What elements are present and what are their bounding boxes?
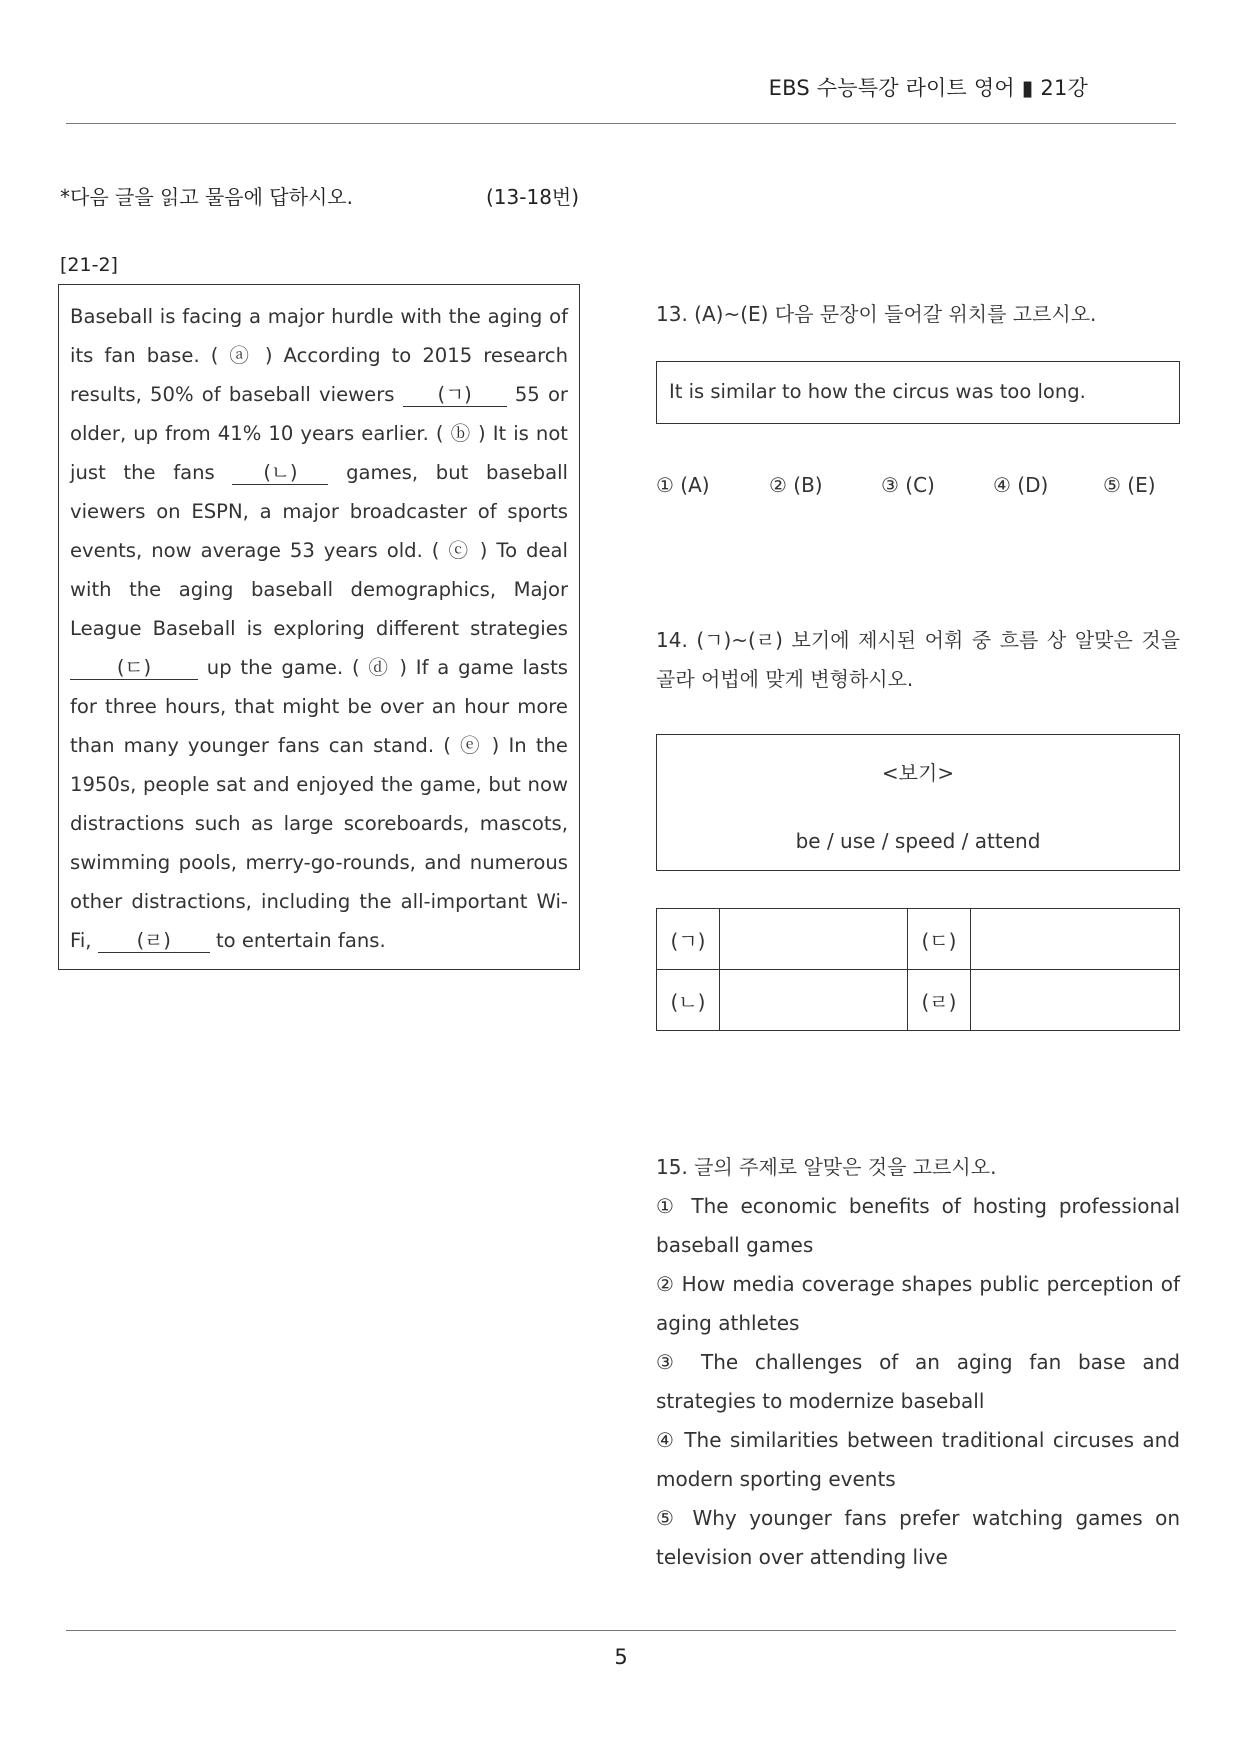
blank-digeut: (ㄷ) — [70, 657, 198, 680]
q13-choice-c[interactable]: ③ (C) — [881, 473, 935, 497]
answer-cell-nieun[interactable] — [719, 970, 907, 1031]
blank-nieun: (ㄴ) — [232, 462, 328, 485]
answer-label: (ㄱ) — [657, 909, 720, 970]
q14-title: 14. (ㄱ)~(ㄹ) 보기에 제시된 어휘 중 흐름 상 알맞은 것을 골라 어법에 맞게 변형하시오. — [656, 628, 1180, 691]
answer-label: (ㄹ) — [908, 970, 971, 1031]
instruction-text: *다음 글을 읽고 물음에 답하시오. — [60, 185, 353, 209]
q13-sentence: It is similar to how the circus was too long. — [669, 380, 1086, 403]
header-title: EBS 수능특강 라이트 영어 ▮ 21강 — [768, 76, 1088, 100]
q15-option-3[interactable]: ③ The challenges of an aging fan base and strategies to modernize baseball — [656, 1350, 1180, 1413]
bogi-box — [656, 734, 1180, 871]
passage-text: up the game. ( ⓓ ) If a game lasts for three hours, that might be over an hour more than many younger fans can stand. ( ⓔ ) In the 1950s, people sat and enjoyed the game, but now distractions such as large scoreboards, mascots, swimming pools, merry-go-rounds, and numerous other distractions, including the all-important Wi-Fi, — [70, 656, 568, 952]
answer-cell-giyeok[interactable] — [719, 909, 907, 970]
q15-option-5[interactable]: ⑤ Why younger fans prefer watching games on television over attending live — [656, 1506, 1180, 1569]
answer-label: (ㄷ) — [908, 909, 971, 970]
blank-giyeok: (ㄱ) — [403, 384, 507, 407]
passage-box — [58, 284, 580, 970]
passage-text: Baseball is facing a major hurdle with the aging of its fan base. ( ⓐ ) According to 2015 research results, 50% of baseball viewers — [70, 305, 568, 406]
q15-option-2[interactable]: ② How media coverage shapes public perception of aging athletes — [656, 1272, 1180, 1335]
q13-choice-b[interactable]: ② (B) — [769, 473, 823, 497]
answer-table — [656, 908, 1180, 1031]
q15-title: 15. 글의 주제로 알맞은 것을 고르시오. — [656, 1155, 997, 1179]
answer-cell-digeut[interactable] — [970, 909, 1179, 970]
q13-choice-d[interactable]: ④ (D) — [993, 473, 1049, 497]
header-divider — [66, 123, 1176, 124]
answer-label: (ㄴ) — [657, 970, 720, 1031]
passage-text: to entertain fans. — [209, 929, 386, 952]
table-row — [657, 909, 1180, 970]
footer-divider — [66, 1630, 1176, 1631]
q13-choice-e[interactable]: ⑤ (E) — [1103, 473, 1156, 497]
answer-cell-rieul[interactable] — [970, 970, 1179, 1031]
q13-choice-a[interactable]: ① (A) — [656, 473, 710, 497]
passage-tag: [21-2] — [60, 254, 118, 276]
q15-block — [656, 1148, 1180, 1577]
q15-option-1[interactable]: ① The economic benefits of hosting professional baseball games — [656, 1194, 1180, 1257]
page-number: 5 — [614, 1645, 628, 1669]
passage-text: 55 or older, up from 41% 10 years earlier. ( ⓑ ) It is not just the fans — [70, 383, 568, 484]
q13-sentence-box — [656, 361, 1180, 424]
bogi-words: be / use / speed / attend — [795, 829, 1041, 853]
bogi-title: <보기> — [881, 761, 955, 785]
q13-title: 13. (A)~(E) 다음 문장이 들어갈 위치를 고르시오. — [656, 302, 1097, 326]
table-row — [657, 970, 1180, 1031]
question-range: (13-18번) — [486, 185, 580, 209]
blank-rieul: (ㄹ) — [98, 930, 210, 953]
passage-text: games, but baseball viewers on ESPN, a major broadcaster of sports events, now average 53 years old. ( ⓒ ) To deal with the aging baseball demographics, Major League Baseball is exploring different strategies — [70, 461, 568, 640]
q15-option-4[interactable]: ④ The similarities between traditional circuses and modern sporting events — [656, 1428, 1180, 1491]
